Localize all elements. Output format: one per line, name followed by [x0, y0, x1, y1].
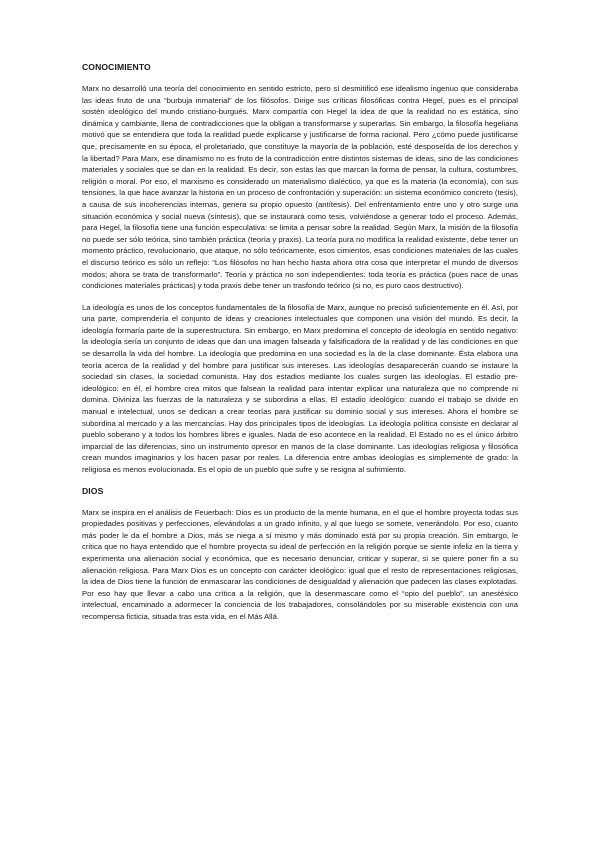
paragraph-ideologia: La ideología es unos de los conceptos fundamentales de la filosofía de Marx, aunque no precisó suficientemente en él. Así, por una parte, comprendería el conjunto de ideas y creaciones intelectuales que componen una visión del mundo. Es decir, la ideología formaría parte de la superestructura. Sin embargo, en Marx predomina el concepto de ideología en sentido negativo: la ideología sería un conjunto de ideas que dan una imagen falseada y falsificadora de la realidad y de las condiciones en que se desarrolla la vida del hombre. La ideología que predomina en una sociedad es la de la clase dominante. Ésta elabora una teoría acerca de la realidad y del hombre para justificar sus intereses. Las ideologías desaparecerán cuando se instaure la sociedad sin clases, la sociedad comunista. Hay dos estadios mediante los cuales surgen las ideologías. El estadio pre-ideológico: en él, el hombre crea mitos que falsean la realidad para intentar explicar una naturaleza que no comprende ni domina. Diviniza las fuerzas de la naturaleza y se subordina a ellas. El estadio ideológico: cuando el trabajo se divide en manual e intelectual, unos se dedican a crear teorías para justificar su dominio social y sus intereses. Ahora el hombre se subordina al mercado y a las mercancías. Hay dos principales tipos de ideologías. La ideología política consiste en declarar al pueblo soberano y a todos los hombres libres e iguales. Nada de eso acontece en la realidad. El Estado no es el único árbitro imparcial de las diferencias, sino un instrumento opresor en manos de la clase dominante. Las ideologías religiosa y filosófica crean mundos imaginarios y los hacen pasar por reales. La diferencia entre ambas ideologías es simplemente de grado: la religiosa es menos evolucionada. Es el opio de un pueblo que sufre y se resigna al sufrimiento. — [82, 302, 518, 474]
section-heading-conocimiento: CONOCIMIENTO — [82, 62, 151, 72]
section-heading-dios: DIOS — [82, 485, 104, 496]
paragraph-conocimiento: Marx no desarrolló una teoría del conocimiento en sentido estricto, pero sí desmitificó ese idealismo ingenuo que consideraba las ideas fruto de una “burbuja inmaterial” de los filósofos. Dirige sus críticas filosóficas contra Hegel, pues es el principal sostén ideológico del mundo cristiano-burgués. Marx compartía con Hegel la idea de que la realidad no es estática, sino dinámica y cambiante, llena de contradicciones que la obligan a transformarse y superarlas. Sin embargo, la filosofía hegeliana motivó que se entendiera que toda la realidad puede explicarse y justificarse de forma racional. Pero ¿cómo puede justificarse que, precisamente en su época, el proletariado, que constituye la mayoría de la población, esté desposeída de los derechos y la libertad? Para Marx, ese dinamismo no es fruto de la contradicción entre distintos sistemas de ideas, sino de las condiciones materiales y sociales que se dan en la realidad. Es decir, son estas las que marcan la forma de pensar, la cultura, costumbres, religión o moral. Por eso, el marxismo es considerado un materialismo dialéctico, ya que es la materia (la economía), con sus tensiones, la que hace avanzar la historia en un proceso de confrontación y superación: un sistema económico concreto (tesis), a causa de sus incoherencias internas, genera su propio opuesto (antítesis). Del enfrentamiento entre uno y otro surge una situación económica y social nueva (síntesis), que se instaurará como tesis, volviéndose a generar todo el proceso. Además, para Hegel, la filosofía tiene una función especulativa: se limita a pensar sobre la realidad. Según Marx, la misión de la filosofía no puede ser sólo teórica, sino también práctica (teoría y praxis). La teoría pura no modifica la realidad existente, debe tener un momento práctico, revolucionario, que ataque, no sólo teóricamente, esos cimientos, esas condiciones materiales de las cuales el discurso teórico es sólo un reflejo: “Los filósofos no han hecho hasta ahora otra cosa que interpretar el mundo de diversos modos; ahora se trata de transformarlo”. Teoría y práctica no son independientes: toda teoría es práctica (pues nace de unas condiciones materiales prácticas) y toda praxis debe tener un trasfondo teórico (si no, es puro caos destructivo). — [82, 84, 518, 291]
paragraph-dios: Marx se inspira en el análisis de Feuerbach: Dios es un producto de la mente humana, en el que el hombre proyecta todas sus propiedades positivas y perfecciones, elevándolas a un grado infinito, y al que luego se somete, venerándolo. Por eso, cuanto más poder le da el hombre a Dios, más se niega a sí mismo y más dominado está por su propia creación. Sin embargo, le critica que no haya entendido que el hombre proyecta su ideal de perfección en la religión porque se siente infeliz en la tierra y experimenta una alienación social y económica, que es necesario denunciar, criticar y superar, si se quiere poner fin a su alienación religiosa. Para Marx Dios es un concepto con carácter ideológico: igual que el resto de representaciones religiosas, la idea de Dios tiene la función de enmascarar las condiciones de desigualdad y alienación que padecen las clases explotadas. Por eso hay que llevar a cabo una crítica a la religión, que la desenmascare como el “opio del pueblo”, un anestésico intelectual, encaminado a adormecer la conciencia de los trabajadores, consolándoles por su miserable existencia con una recompensa ficticia, situada tras esta vida, en el Más Allá. — [82, 507, 518, 621]
document-page — [82, 62, 518, 633]
